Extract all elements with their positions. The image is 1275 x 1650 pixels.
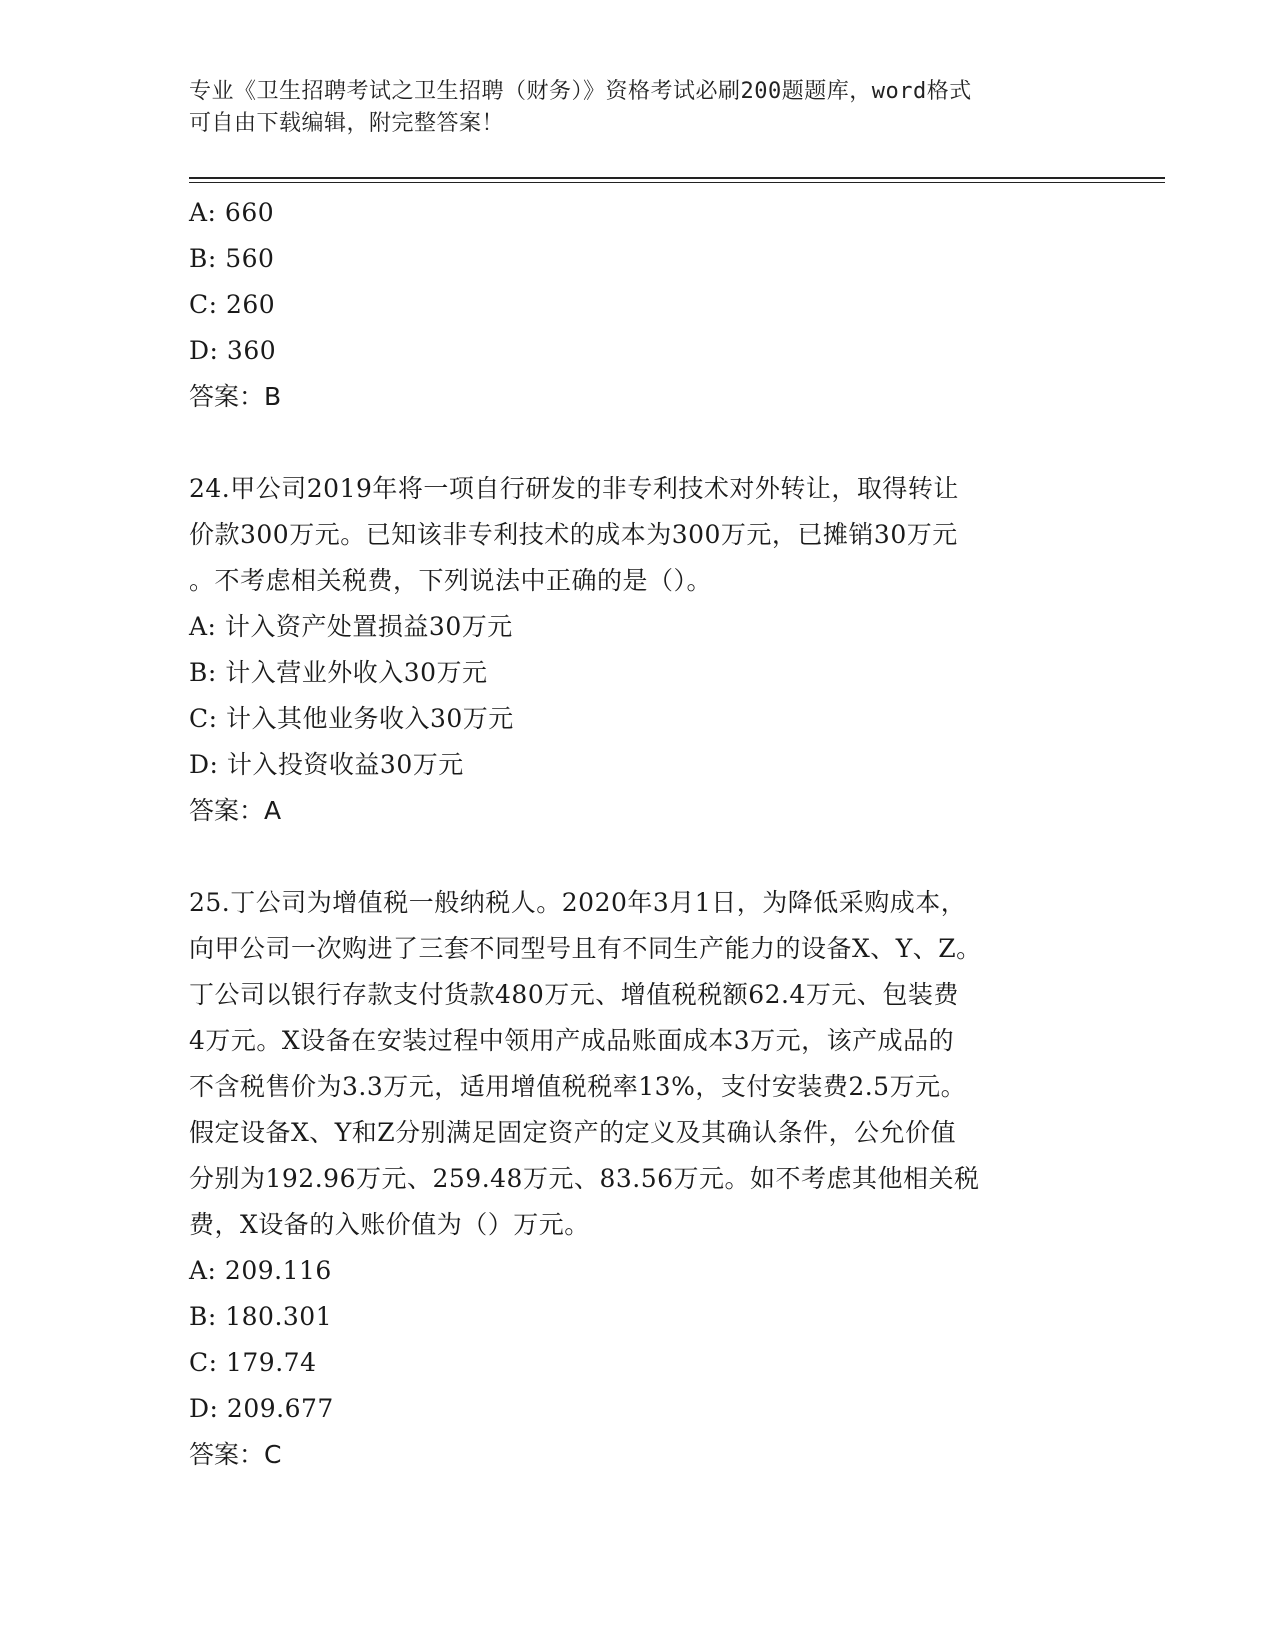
option-a: A: 计入资产处置损益30万元 — [189, 612, 513, 641]
question-stem-line: 不含税售价为3.3万元，适用增值税税率13%，支付安装费2.5万元。 — [189, 1072, 967, 1101]
question-stem-line: 24.甲公司2019年将一项自行研发的非专利技术对外转让，取得转让 — [189, 474, 959, 503]
option-d: D: 计入投资收益30万元 — [189, 750, 464, 779]
answer-line: 答案：B — [189, 382, 282, 411]
question-content — [189, 190, 1089, 1478]
question-stem-line: 4万元。X设备在安装过程中领用产成品账面成本3万元，该产成品的 — [189, 1026, 955, 1055]
page-header — [189, 76, 1089, 140]
question-24 — [189, 466, 1089, 834]
option-b: B: 计入营业外收入30万元 — [189, 658, 488, 687]
option-d: D: 209.677 — [189, 1394, 334, 1423]
spacer — [189, 834, 1089, 880]
header-rule-thick — [189, 177, 1165, 179]
header-line-2: 可自由下载编辑，附完整答案！ — [189, 111, 505, 136]
option-b: B: 560 — [189, 244, 275, 273]
question-stem-line: 分别为192.96万元、259.48万元、83.56万元。如不考虑其他相关税 — [189, 1164, 980, 1193]
header-line-1: 专业《卫生招聘考试之卫生招聘（财务）》资格考试必刷200题题库，word格式 — [189, 79, 972, 104]
question-stem-line: 价款300万元。已知该非专利技术的成本为300万元，已摊销30万元 — [189, 520, 958, 549]
header-rule-thin — [189, 182, 1165, 183]
option-b: B: 180.301 — [189, 1302, 333, 1331]
question-stem-line: 丁公司以银行存款支付货款480万元、增值税税额62.4万元、包装费 — [189, 980, 959, 1009]
question-stem-line: 。不考虑相关税费，下列说法中正确的是（）。 — [189, 566, 713, 595]
option-d: D: 360 — [189, 336, 277, 365]
answer-line: 答案：A — [189, 796, 282, 825]
question-stem-line: 25.丁公司为增值税一般纳税人。2020年3月1日，为降低采购成本， — [189, 888, 967, 917]
option-a: A: 660 — [189, 198, 275, 227]
question-25 — [189, 880, 1089, 1478]
question-stem-line: 向甲公司一次购进了三套不同型号且有不同生产能力的设备X、Y、Z。 — [189, 934, 982, 963]
option-c: C: 260 — [189, 290, 276, 319]
answer-line: 答案：C — [189, 1440, 282, 1469]
spacer — [189, 420, 1089, 466]
question-stem-line: 费，X设备的入账价值为（）万元。 — [189, 1210, 590, 1239]
option-c: C: 计入其他业务收入30万元 — [189, 704, 514, 733]
option-c: C: 179.74 — [189, 1348, 317, 1377]
question-stem-line: 假定设备X、Y和Z分别满足固定资产的定义及其确认条件，公允价值 — [189, 1118, 957, 1147]
question-23 — [189, 190, 1089, 420]
option-a: A: 209.116 — [189, 1256, 332, 1285]
